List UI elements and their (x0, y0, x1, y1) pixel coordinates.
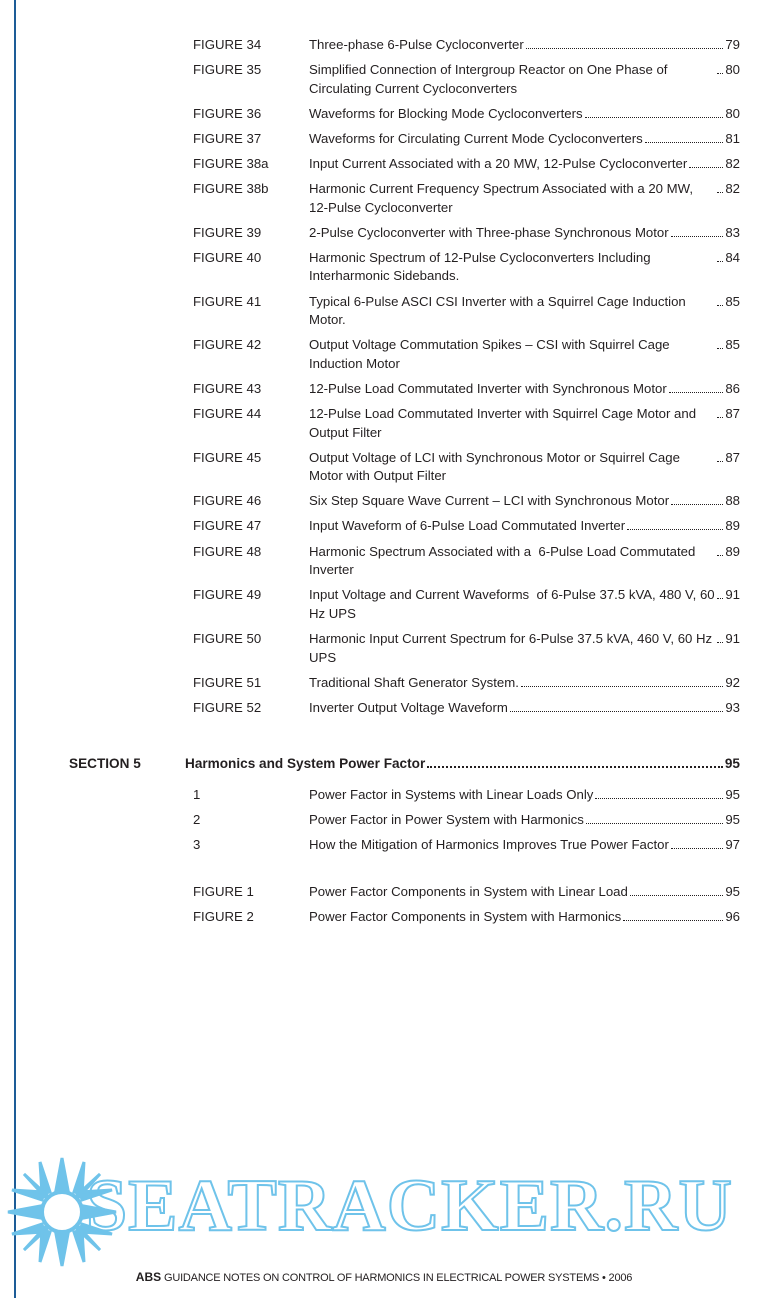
toc-leader-dots (671, 504, 723, 505)
toc-entry-title: Input Current Associated with a 20 MW, 12-Pulse Cycloconverter (309, 155, 688, 171)
toc-entry-title: Harmonic Current Frequency Spectrum Associated with a 20 MW, 12-Pulse Cycloconverter (309, 181, 697, 215)
watermark (0, 1156, 768, 1276)
toc-leader-dots (717, 305, 723, 306)
toc-entry[interactable] (60, 405, 740, 442)
toc-entry[interactable] (60, 699, 740, 718)
toc-leader-dots (595, 798, 723, 799)
watermark-text: SEATRACKER.RU (86, 1165, 733, 1247)
toc-entry-label: FIGURE 43 (193, 380, 262, 396)
page-footer (0, 1270, 768, 1284)
toc-entry-label: FIGURE 45 (193, 449, 262, 465)
toc-entry-title: Input Waveform of 6-Pulse Load Commutated Inverter (309, 518, 626, 534)
toc-entry-title: Waveforms for Blocking Mode Cycloconverters (309, 105, 583, 121)
toc-leader-dots (689, 167, 723, 168)
toc-entry[interactable] (60, 630, 740, 667)
toc-subentry[interactable] (60, 811, 740, 830)
toc-entry-label: FIGURE 50 (193, 630, 262, 646)
toc-subentry-title: Power Factor in Systems with Linear Loads Only (309, 786, 594, 802)
toc-entry-label: FIGURE 36 (193, 105, 262, 121)
toc-leader-dots (717, 642, 723, 643)
toc-entry-label: FIGURE 47 (193, 518, 262, 534)
toc-entry-page: 96 (725, 909, 740, 925)
toc-leader-dots (717, 261, 723, 262)
toc-leader-dots (717, 73, 723, 74)
toc-entry[interactable] (60, 155, 740, 174)
toc-entry-body (309, 543, 740, 580)
toc-leader-dots (717, 348, 723, 349)
toc-entry-title: Traditional Shaft Generator System. (309, 674, 519, 690)
toc-entry-body (309, 130, 740, 149)
toc-section-page: 95 (724, 756, 740, 772)
toc-entry[interactable] (60, 293, 740, 330)
toc-subentry-title: How the Mitigation of Harmonics Improves True Power Factor (309, 837, 669, 853)
toc-entry-page: 80 (725, 105, 740, 121)
toc-subentry-page: 97 (725, 837, 740, 853)
toc-entry-label: FIGURE 44 (193, 406, 262, 421)
toc-entry-body (309, 449, 740, 486)
toc-entry-label: FIGURE 35 (193, 62, 262, 78)
toc-entry[interactable] (60, 130, 740, 149)
toc-entry-body (309, 630, 740, 667)
toc-entry-page: 80 (725, 62, 740, 78)
toc-entry-label: FIGURE 38a (193, 155, 269, 171)
toc-entry-page: 85 (725, 293, 740, 309)
toc-entry-title: Inverter Output Voltage Waveform (309, 699, 508, 715)
toc-entry-body (309, 517, 740, 536)
toc-entry[interactable] (60, 674, 740, 693)
toc-entry-page: 82 (725, 155, 740, 171)
toc-entry[interactable] (60, 380, 740, 399)
toc-section-body (185, 755, 740, 774)
toc-entry-body (309, 883, 740, 902)
toc-entry-body (309, 36, 740, 55)
toc-entry[interactable] (60, 336, 740, 373)
toc-entry-body (309, 155, 740, 174)
toc-entry-body (309, 405, 740, 442)
toc-subentry-body (309, 811, 740, 830)
footer-brand: ABS (135, 1270, 162, 1284)
toc-entry-label: FIGURE 46 (193, 493, 262, 509)
toc-leader-dots (521, 686, 723, 687)
toc-leader-dots (717, 598, 723, 599)
toc-leader-dots (510, 711, 723, 712)
toc-leader-dots (623, 920, 723, 921)
toc-entry-title: Output Voltage Commutation Spikes – CSI with Squirrel Cage Induction Motor (309, 337, 674, 371)
toc-entry-body (309, 380, 740, 399)
toc-leader-dots (586, 823, 724, 824)
toc-entry[interactable] (60, 61, 740, 98)
toc-leader-dots (645, 142, 724, 143)
toc-leader-dots (427, 766, 723, 768)
toc-subentry-title: Power Factor in Power System with Harmonics (309, 812, 584, 827)
toc-section-heading[interactable] (60, 755, 740, 774)
toc-entry-body (309, 105, 740, 124)
toc-entry-title: Input Voltage and Current Waveforms of 6-Pulse 37.5 kVA, 480 V, 60 Hz UPS (309, 587, 719, 621)
toc-entry-body (309, 674, 740, 693)
toc-leader-dots (717, 192, 723, 193)
toc-entry-title: 2-Pulse Cycloconverter with Three-phase Synchronous Motor (309, 224, 669, 240)
toc-entry-page: 88 (725, 493, 740, 509)
toc-entry-page: 93 (725, 699, 740, 715)
toc-entry-page: 79 (725, 37, 740, 52)
toc-entry-title: Output Voltage of LCI with Synchronous Motor or Squirrel Cage Motor with Output Filter (309, 449, 684, 484)
toc-entry-label: FIGURE 2 (193, 909, 254, 925)
toc-leader-dots (671, 236, 724, 237)
toc-entry-page: 82 (725, 181, 740, 197)
toc-leader-dots (526, 48, 724, 49)
toc-entry[interactable] (60, 543, 740, 580)
toc-entry-title: Harmonic Spectrum of 12-Pulse Cycloconverters Including Interharmonic Sidebands. (309, 249, 655, 284)
sun-logo-icon (6, 1156, 118, 1268)
toc-entry-page: 91 (725, 587, 740, 603)
toc-entry-title: 12-Pulse Load Commutated Inverter with Synchronous Motor (309, 380, 667, 396)
toc-entry-body (309, 336, 740, 373)
toc-entry[interactable] (60, 105, 740, 124)
toc-entry[interactable] (60, 517, 740, 536)
toc-entry-label: FIGURE 40 (193, 249, 262, 265)
toc-entry-label: FIGURE 51 (193, 674, 262, 690)
toc-entry-body (309, 224, 740, 243)
toc-entry-body (309, 908, 740, 927)
toc-entry[interactable] (60, 449, 740, 486)
toc-subentry-body (309, 786, 740, 805)
toc-entry[interactable] (60, 492, 740, 511)
toc-entry-body (309, 249, 740, 286)
toc-entry-label: FIGURE 41 (193, 293, 262, 309)
toc-entry-title: Three-phase 6-Pulse Cycloconverter (309, 37, 524, 52)
toc-entry-title: Typical 6-Pulse ASCI CSI Inverter with a Squirrel Cage Induction Motor. (309, 293, 690, 328)
toc-entry-body (309, 180, 740, 217)
toc-entry-page: 92 (725, 674, 740, 690)
toc-entry-page: 89 (725, 543, 740, 559)
toc-section-title: Harmonics and System Power Factor (185, 756, 426, 772)
toc-entry-label: FIGURE 49 (193, 587, 262, 603)
toc-entry-body (309, 293, 740, 330)
toc-entry-label: FIGURE 52 (193, 699, 262, 715)
toc-entry-page: 84 (725, 249, 740, 265)
toc-leader-dots (627, 529, 723, 530)
toc-entry-title: Power Factor Components in System with Linear Load (309, 884, 628, 900)
toc-entry-label: FIGURE 34 (193, 37, 262, 52)
toc-subentry-label: 2 (193, 812, 201, 827)
toc-entry-label: FIGURE 37 (193, 130, 262, 146)
toc-entry-page: 87 (725, 406, 740, 421)
page-left-rule (14, 0, 16, 1298)
toc-spacer (60, 861, 740, 883)
toc-entry[interactable] (60, 249, 740, 286)
toc-entry-page: 86 (725, 380, 740, 396)
toc-entry[interactable] (60, 586, 740, 623)
toc-subentry-body (309, 836, 740, 855)
table-of-contents (60, 36, 740, 933)
toc-entry-page: 89 (725, 518, 740, 534)
toc-subentry[interactable] (60, 836, 740, 855)
toc-subentry-page: 95 (725, 812, 740, 827)
toc-subentry-page: 95 (725, 786, 740, 802)
toc-leader-dots (585, 117, 724, 118)
toc-entry-page: 81 (725, 130, 740, 146)
toc-entry-page: 83 (725, 224, 740, 240)
toc-entry-body (309, 61, 740, 98)
toc-entry-label: FIGURE 38b (193, 181, 269, 197)
toc-entry[interactable] (60, 908, 740, 927)
toc-entry[interactable] (60, 224, 740, 243)
toc-entry[interactable] (60, 180, 740, 217)
footer-text: GUIDANCE NOTES ON CONTROL OF HARMONICS IN ELECTRICAL POWER SYSTEMS • 2006 (161, 1272, 633, 1284)
toc-entry-title: Simplified Connection of Intergroup Reactor on One Phase of Circulating Current Cycloconverters (309, 62, 672, 96)
toc-entry-label: FIGURE 1 (193, 884, 254, 900)
toc-leader-dots (717, 417, 723, 418)
toc-subentry[interactable] (60, 786, 740, 805)
toc-entry-title: Harmonic Spectrum Associated with a 6-Pulse Load Commutated Inverter (309, 543, 699, 578)
toc-entry-label: FIGURE 42 (193, 337, 262, 353)
toc-entry-title: Waveforms for Circulating Current Mode Cycloconverters (309, 130, 643, 146)
toc-entry-title: Harmonic Input Current Spectrum for 6-Pulse 37.5 kVA, 460 V, 60 Hz UPS (309, 630, 716, 665)
toc-entry-page: 91 (725, 630, 740, 646)
toc-entry[interactable] (60, 36, 740, 55)
toc-entry-label: FIGURE 39 (193, 224, 262, 240)
toc-subentry-label: 1 (193, 786, 201, 802)
toc-entry-body (309, 492, 740, 511)
toc-entry-title: Power Factor Components in System with Harmonics (309, 909, 622, 925)
toc-subentry-label: 3 (193, 837, 201, 853)
toc-entry-label: FIGURE 48 (193, 543, 262, 559)
toc-entry-body (309, 586, 740, 623)
toc-entry-title: 12-Pulse Load Commutated Inverter with Squirrel Cage Motor and Output Filter (309, 406, 700, 440)
toc-entry-page: 95 (725, 884, 740, 900)
toc-entry-page: 87 (725, 449, 740, 465)
toc-leader-dots (671, 848, 723, 849)
toc-entry[interactable] (60, 883, 740, 902)
toc-entry-title: Six Step Square Wave Current – LCI with Synchronous Motor (309, 493, 670, 509)
toc-section-label: SECTION 5 (69, 756, 141, 772)
toc-entry-body (309, 699, 740, 718)
toc-leader-dots (717, 555, 723, 556)
toc-leader-dots (717, 461, 723, 462)
toc-leader-dots (669, 392, 724, 393)
toc-entry-page: 85 (725, 337, 740, 353)
toc-leader-dots (630, 895, 723, 896)
